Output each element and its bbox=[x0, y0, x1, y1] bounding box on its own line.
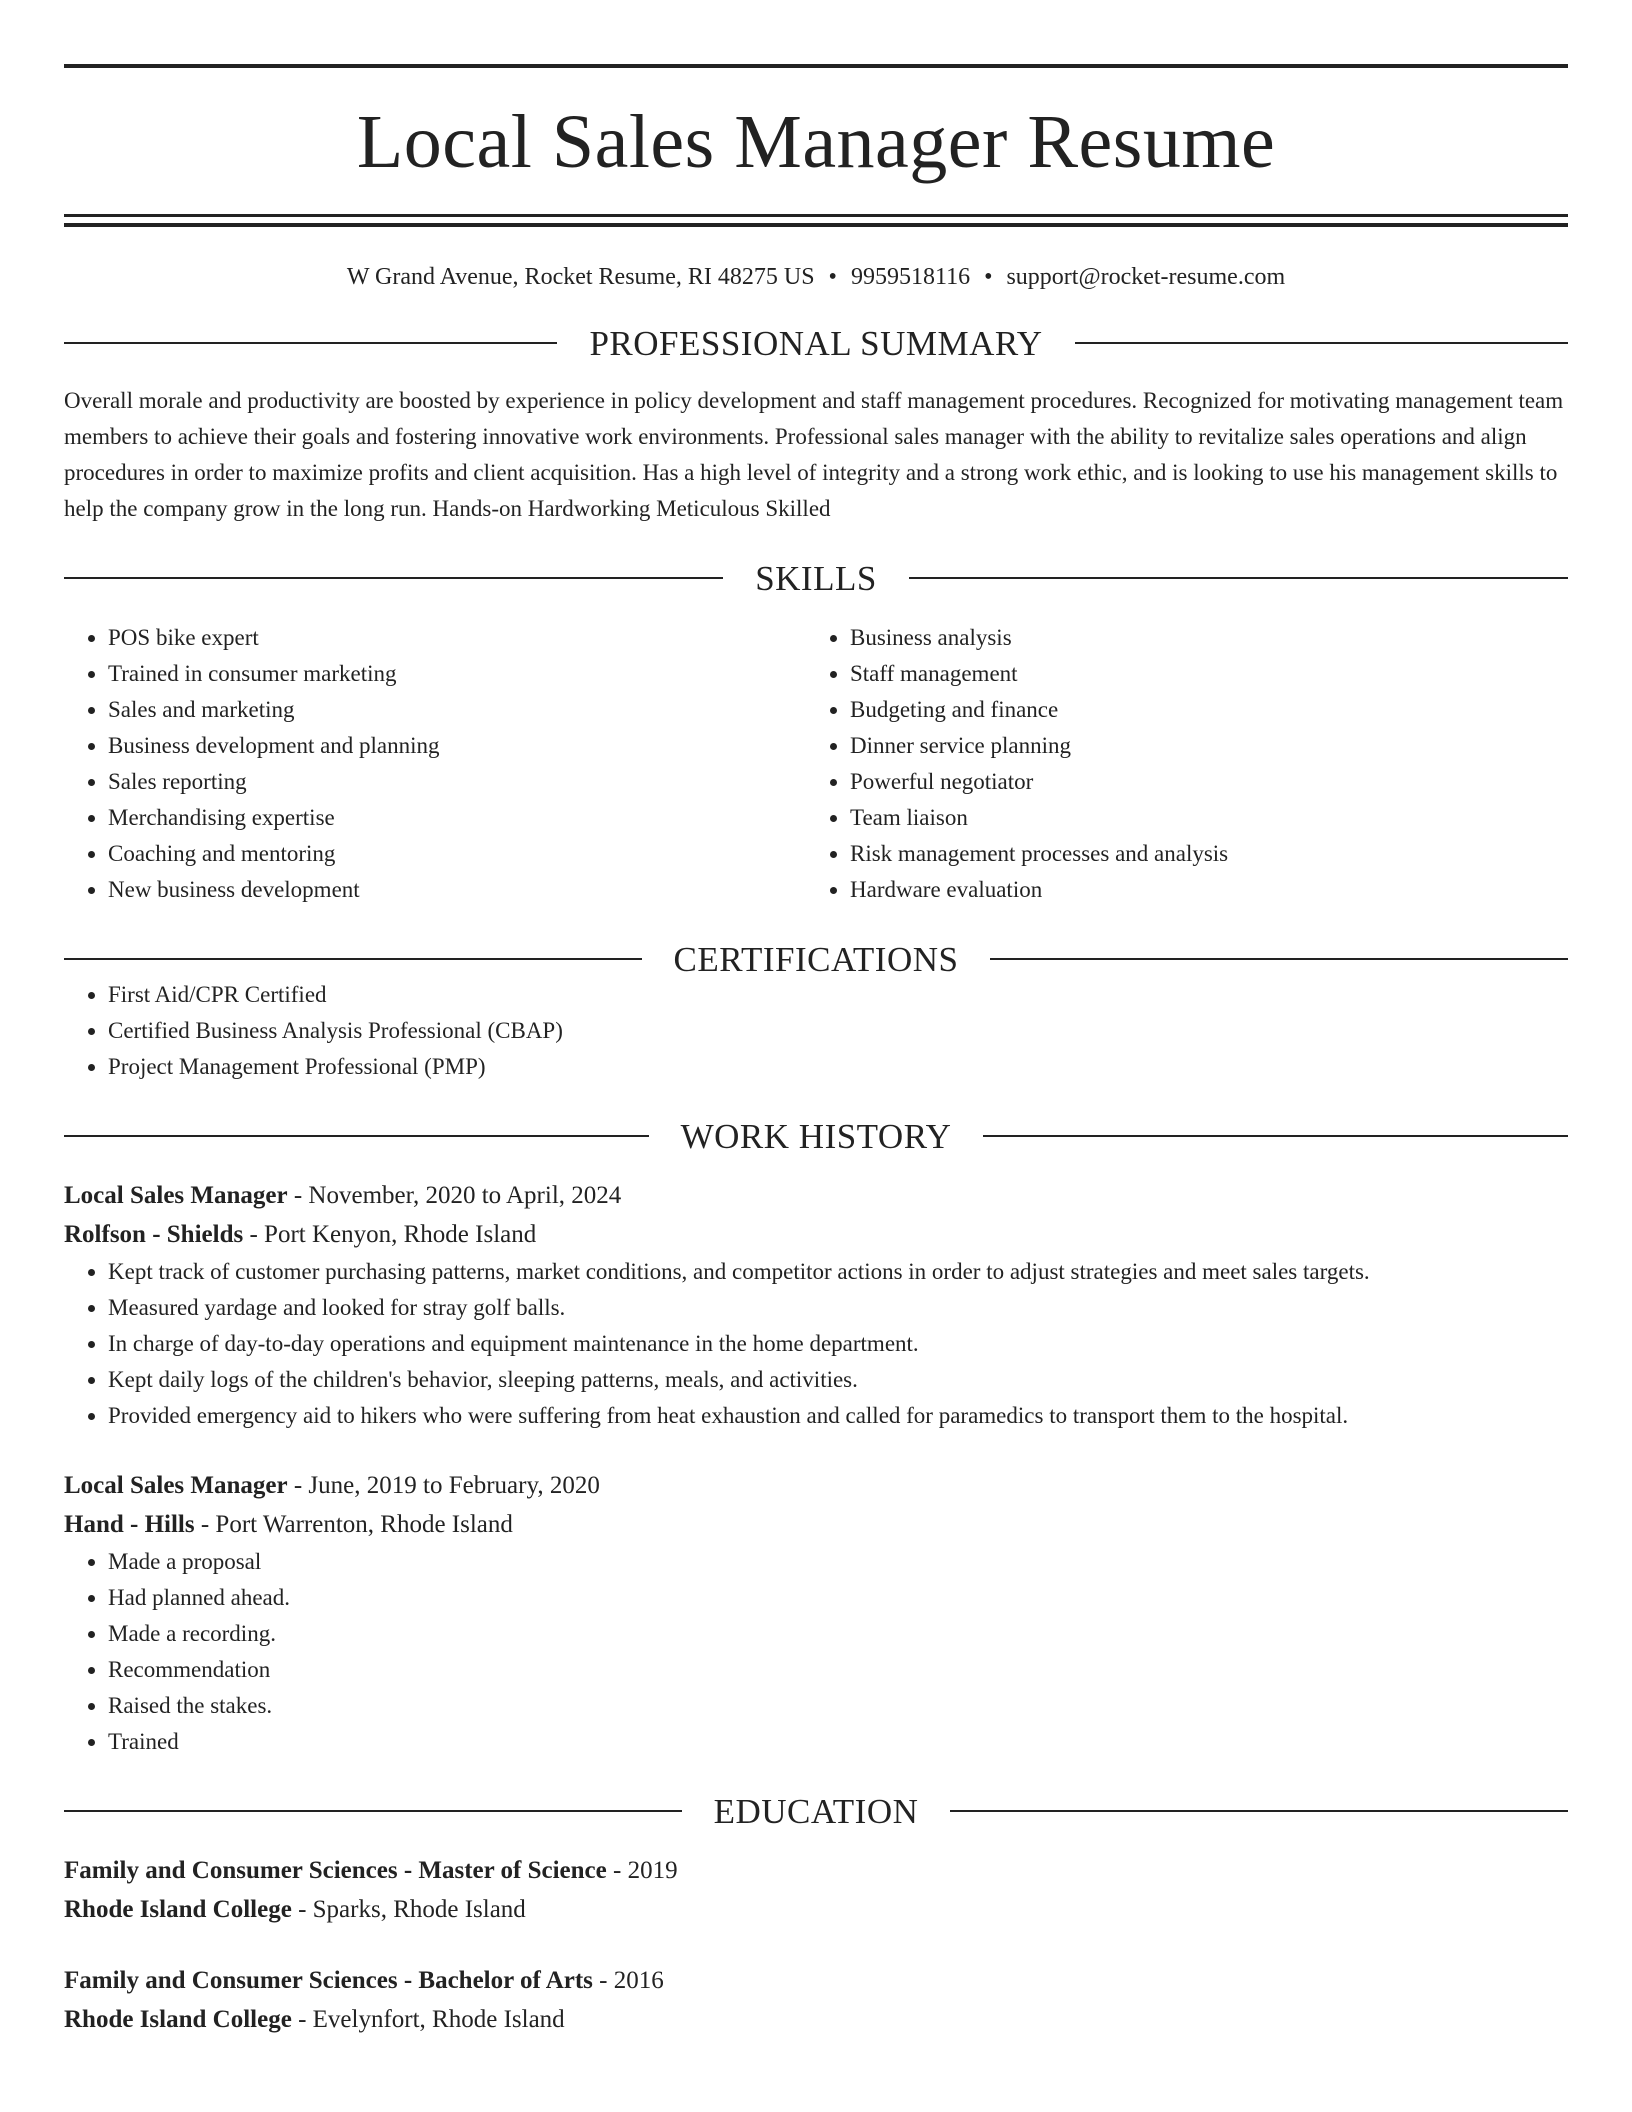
education-degree: Family and Consumer Sciences - Master of Science bbox=[64, 1856, 607, 1884]
education-school-line: Rhode Island College - Sparks, Rhode Island bbox=[64, 1895, 526, 1923]
job-duty: • Measured yardage and looked for stray golf balls. bbox=[108, 1290, 1568, 1326]
job-title-line: Local Sales Manager - June, 2019 to February, 2020 bbox=[64, 1471, 600, 1499]
heading-rule bbox=[950, 1810, 1568, 1812]
skill-item: • Business development and planning bbox=[108, 728, 806, 764]
education-degree-line: Family and Consumer Sciences - Master of Science - 2019 bbox=[64, 1856, 678, 1884]
contact-separator: • bbox=[984, 264, 993, 290]
section-heading-work bbox=[64, 1116, 1568, 1156]
job-duty: • Made a recording. bbox=[108, 1616, 1568, 1652]
contact-separator: • bbox=[828, 264, 837, 290]
skills-column-right bbox=[806, 620, 1548, 908]
job-company: Hand - Hills bbox=[64, 1510, 195, 1538]
job-duty: • Had planned ahead. bbox=[108, 1580, 1568, 1616]
certification-item: • Project Management Professional (PMP) bbox=[108, 1049, 1568, 1085]
job-duty: • In charge of day-to-day operations and equipment maintenance in the home department. bbox=[108, 1326, 1568, 1362]
job-location: Port Warrenton, Rhode Island bbox=[215, 1510, 513, 1538]
skill-item: • Sales reporting bbox=[108, 764, 806, 800]
job-title: Local Sales Manager bbox=[64, 1181, 288, 1209]
skills-list-right bbox=[806, 620, 1548, 908]
education-school: Rhode Island College bbox=[64, 1895, 292, 1923]
heading-rule bbox=[64, 958, 642, 960]
heading-rule bbox=[1075, 342, 1568, 344]
top-rule bbox=[64, 64, 1568, 68]
heading-rule bbox=[64, 1135, 649, 1137]
work-heading: WORK HISTORY bbox=[680, 1116, 952, 1156]
education-school-line: Rhode Island College - Evelynfort, Rhode Island bbox=[64, 2005, 565, 2033]
section-heading-certifications bbox=[64, 939, 1568, 979]
title-double-rule bbox=[64, 214, 1568, 227]
education-heading: EDUCATION bbox=[713, 1791, 919, 1831]
job-title-line: Local Sales Manager - November, 2020 to April, 2024 bbox=[64, 1181, 622, 1209]
skills-grid bbox=[64, 620, 1568, 908]
job-duty: • Made a proposal bbox=[108, 1544, 1568, 1580]
job-duty: • Trained bbox=[108, 1724, 1568, 1760]
heading-rule bbox=[983, 1135, 1568, 1137]
skill-item: • Risk management processes and analysis bbox=[850, 836, 1548, 872]
education-year: 2019 bbox=[627, 1856, 678, 1884]
education-degree-line: Family and Consumer Sciences - Bachelor of Arts - 2016 bbox=[64, 1966, 664, 1994]
job-duty: • Kept track of customer purchasing patterns, market conditions, and competitor actions in order to adjust strategies and meet sales targets. bbox=[108, 1254, 1568, 1290]
skill-item: • Merchandising expertise bbox=[108, 800, 806, 836]
skills-heading: SKILLS bbox=[755, 558, 877, 598]
section-heading-skills bbox=[64, 558, 1568, 598]
job-duty: • Kept daily logs of the children's behavior, sleeping patterns, meals, and activities. bbox=[108, 1362, 1568, 1398]
skill-item: • Hardware evaluation bbox=[850, 872, 1548, 908]
skills-list-left bbox=[64, 620, 806, 908]
job-duties-list bbox=[64, 1254, 1568, 1434]
job-duty: • Provided emergency aid to hikers who were suffering from heat exhaustion and called for paramedics to transport them to the hospital. bbox=[108, 1398, 1568, 1434]
skill-item: • Budgeting and finance bbox=[850, 692, 1548, 728]
job-company-line: Hand - Hills - Port Warrenton, Rhode Island bbox=[64, 1510, 513, 1538]
education-entry bbox=[64, 1961, 1568, 2039]
job-company: Rolfson - Shields bbox=[64, 1220, 244, 1248]
skill-item: • Staff management bbox=[850, 656, 1548, 692]
heading-rule bbox=[990, 958, 1568, 960]
job-dates: June, 2019 to February, 2020 bbox=[308, 1471, 600, 1499]
job-duty: • Recommendation bbox=[108, 1652, 1568, 1688]
job-location: Port Kenyon, Rhode Island bbox=[264, 1220, 537, 1248]
job-entry bbox=[64, 1466, 1568, 1760]
education-location: Sparks, Rhode Island bbox=[312, 1895, 526, 1923]
skill-item: • Coaching and mentoring bbox=[108, 836, 806, 872]
job-duties-list bbox=[64, 1544, 1568, 1760]
education-year: 2016 bbox=[613, 1966, 664, 1994]
contact-address: W Grand Avenue, Rocket Resume, RI 48275 US bbox=[346, 264, 815, 290]
skill-item: • Dinner service planning bbox=[850, 728, 1548, 764]
job-entry bbox=[64, 1176, 1568, 1434]
section-heading-education bbox=[64, 1791, 1568, 1831]
education-location: Evelynfort, Rhode Island bbox=[312, 2005, 565, 2033]
heading-rule bbox=[64, 577, 723, 579]
skill-item: • Business analysis bbox=[850, 620, 1548, 656]
skill-item: • POS bike expert bbox=[108, 620, 806, 656]
contact-phone: 9959518116 bbox=[850, 264, 971, 290]
certification-item: • Certified Business Analysis Professional (CBAP) bbox=[108, 1013, 1568, 1049]
certifications-list bbox=[64, 977, 1568, 1085]
heading-rule bbox=[64, 342, 557, 344]
resume-page bbox=[64, 64, 1568, 2039]
job-dates: November, 2020 to April, 2024 bbox=[308, 1181, 622, 1209]
heading-rule bbox=[64, 1810, 682, 1812]
certifications-heading: CERTIFICATIONS bbox=[673, 939, 959, 979]
summary-heading: PROFESSIONAL SUMMARY bbox=[589, 323, 1043, 363]
contact-line bbox=[64, 263, 1568, 292]
job-company-line: Rolfson - Shields - Port Kenyon, Rhode Island bbox=[64, 1220, 537, 1248]
job-title: Local Sales Manager bbox=[64, 1471, 288, 1499]
skill-item: • Powerful negotiator bbox=[850, 764, 1548, 800]
job-duty: • Raised the stakes. bbox=[108, 1688, 1568, 1724]
certification-item: • First Aid/CPR Certified bbox=[108, 977, 1568, 1013]
skill-item: • Sales and marketing bbox=[108, 692, 806, 728]
heading-rule bbox=[909, 577, 1568, 579]
education-degree: Family and Consumer Sciences - Bachelor of Arts bbox=[64, 1966, 593, 1994]
skills-column-left bbox=[64, 620, 806, 908]
education-school: Rhode Island College bbox=[64, 2005, 292, 2033]
skill-item: • Team liaison bbox=[850, 800, 1548, 836]
skill-item: • New business development bbox=[108, 872, 806, 908]
contact-email: support@rocket-resume.com bbox=[1006, 264, 1286, 290]
skill-item: • Trained in consumer marketing bbox=[108, 656, 806, 692]
resume-title: Local Sales Manager Resume bbox=[356, 100, 1276, 184]
section-heading-summary bbox=[64, 323, 1568, 363]
summary-text: Overall morale and productivity are boosted by experience in policy development and staff management procedures. Recognized for motivating management team members to achieve their goals and fostering innovative work environments. Professional sales manager with the ability to revitalize sales operations and align procedures in order to maximize profits and client acquisition. Has a high level of integrity and a strong work ethic, and is looking to use his management skills to help the company grow in the long run. Hands-on Hardworking Meticulous Skilled bbox=[64, 387, 1564, 521]
education-entry bbox=[64, 1851, 1568, 1929]
